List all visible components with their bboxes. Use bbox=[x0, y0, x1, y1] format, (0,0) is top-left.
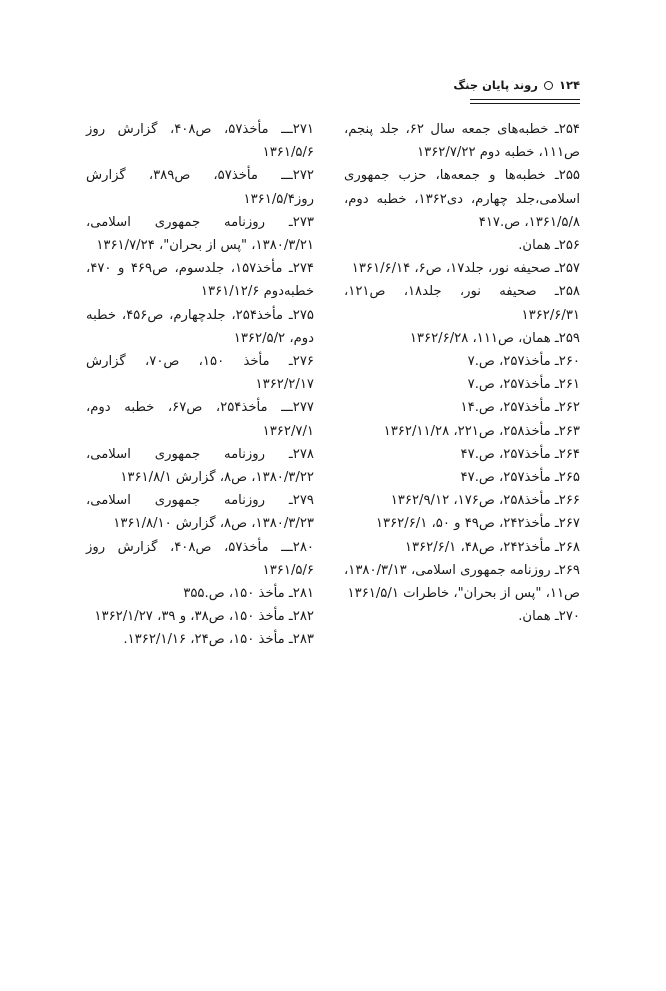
footnote-254: ۲۵۴ـ خطبه‌های جمعه سال ۶۲، جلد پنجم، ص۱۱۱، خطبه دوم ۱۳۶۲/۷/۲۲ bbox=[344, 122, 580, 161]
footnote-267: ۲۶۷ـ مأخذ۲۴۲، ص۴۹ و ۵۰، ۱۳۶۲/۶/۱ bbox=[375, 516, 580, 532]
footnote-266: ۲۶۶ـ مأخذ۲۵۸، ص۱۷۶، ۱۳۶۲/۹/۱۲ bbox=[390, 493, 580, 509]
footnote-273: ۲۷۳ـ روزنامه جمهوری اسلامی، ۱۳۸۰/۳/۲۱، "پس از بحران"، ۱۳۶۱/۷/۲۴ bbox=[86, 214, 314, 254]
footnote-278: ۲۷۸ـ روزنامه جمهوری اسلامی، ۱۳۸۰/۳/۲۲، ص۸، گزارش ۱۳۶۱/۸/۱ bbox=[86, 446, 314, 486]
footnote-263: ۲۶۳ـ مأخذ۲۵۸، ص۲۲۱، ۱۳۶۲/۱۱/۲۸ bbox=[383, 423, 580, 439]
footnote-262: ۲۶۲ـ مأخذ۲۵۷، ص.۱۴ bbox=[460, 400, 580, 416]
running-head-line bbox=[453, 78, 580, 92]
footnote-283: ۲۸۳ـ مأخذ ۱۵۰، ص۲۴، ۱۳۶۲/۱/۱۶. bbox=[123, 632, 314, 648]
footnote-268: ۲۶۸ـ مأخذ۲۴۲، ص۴۸، ۱۳۶۲/۶/۱ bbox=[404, 539, 580, 555]
footnote-264: ۲۶۴ـ مأخذ۲۵۷، ص.۴۷ bbox=[460, 446, 580, 462]
notes-column-left bbox=[86, 118, 314, 652]
footnote-256: ۲۵۶ـ همان. bbox=[518, 238, 580, 254]
footnote-277: ۲۷۷ـــ مأخذ۲۵۴، ص۶۷، خطبه دوم، ۱۳۶۲/۷/۱ bbox=[86, 400, 314, 439]
running-head bbox=[84, 78, 580, 106]
footnote-265: ۲۶۵ـ مأخذ۲۵۷، ص.۴۷ bbox=[460, 470, 580, 486]
footnote-281: ۲۸۱ـ مأخذ ۱۵۰، ص.۳۵۵ bbox=[183, 586, 314, 602]
footnote-279: ۲۷۹ـ روزنامه جمهوری اسلامی، ۱۳۸۰/۳/۲۳، ص۸، گزارش ۱۳۶۱/۸/۱۰ bbox=[86, 493, 314, 532]
footnote-274: ۲۷۴ـ مأخذ۱۵۷، جلدسوم، ص۴۶۹ و ۴۷۰، خطبه‌دوم ۱۳۶۱/۱۲/۶ bbox=[86, 261, 314, 300]
footnote-282: ۲۸۲ـ مأخذ ۱۵۰، ص۳۸، و ۳۹، ۱۳۶۲/۱/۲۷ bbox=[94, 609, 314, 625]
footnote-280: ۲۸۰ـــ مأخذ۵۷، ص۴۰۸، گزارش روز ۱۳۶۱/۵/۶ bbox=[86, 539, 314, 578]
footnote-270: ۲۷۰ـ همان. bbox=[518, 609, 580, 625]
footnote-260: ۲۶۰ـ مأخذ۲۵۷، ص.۷ bbox=[467, 354, 580, 370]
footnote-272: ۲۷۲ـــ مأخذ۵۷، ص۳۸۹، گزارش روز۱۳۶۱/۵/۴ bbox=[86, 168, 314, 207]
footnote-276: ۲۷۶ـ مأخذ ۱۵۰، ص۷۰، گزارش ۱۳۶۲/۲/۱۷ bbox=[86, 354, 314, 393]
footnote-271: ۲۷۱ـــ مأخذ۵۷، ص۴۰۸، گزارش روز ۱۳۶۱/۵/۶ bbox=[86, 122, 314, 161]
footnote-255: ۲۵۵ـ خطبه‌ها و جمعه‌ها، حزب جمهوری اسلامی،جلد چهارم، دی۱۳۶۲، خطبه دوم، ۱۳۶۱/۵/۸، ص.۴۱۷ bbox=[344, 168, 580, 230]
footnote-258: ۲۵۸ـ صحیفه نور، جلد۱۸، ص۱۲۱، ۱۳۶۲/۶/۳۱ bbox=[344, 284, 580, 323]
footnote-269: ۲۶۹ـ روزنامه جمهوری اسلامی، ۱۳۸۰/۳/۱۳، ص۱۱، "پس از بحران"، خاطرات ۱۳۶۱/۵/۱ bbox=[344, 562, 580, 602]
footnote-257: ۲۵۷ـ صحیفه نور، جلد۱۷، ص۶، ۱۳۶۱/۶/۱۴ bbox=[351, 261, 580, 277]
footnote-261: ۲۶۱ـ مأخذ۲۵۷، ص.۷ bbox=[467, 377, 580, 393]
footnote-259: ۲۵۹ـ همان، ص۱۱۱، ۱۳۶۲/۶/۲۸ bbox=[409, 330, 580, 346]
header-double-rule bbox=[470, 99, 580, 104]
footnote-275: ۲۷۵ـ مأخذ۲۵۴، جلدچهارم، ص۴۵۶، خطبه دوم، ۱۳۶۲/۵/۲ bbox=[86, 307, 314, 346]
page-number: ۱۲۴ bbox=[558, 78, 580, 92]
circle-bullet-icon bbox=[544, 81, 553, 90]
page-title: روند پایان جنگ bbox=[453, 78, 538, 92]
notes-column-right bbox=[344, 118, 580, 628]
